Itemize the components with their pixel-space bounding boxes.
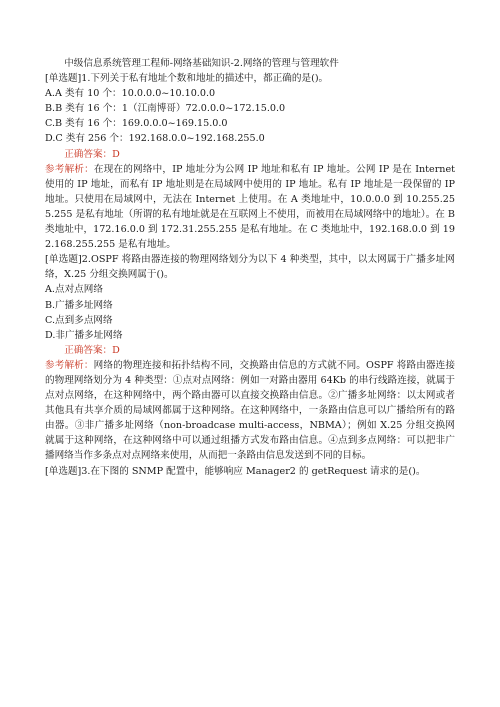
q2-answer	[45, 343, 455, 358]
q2-answer-value: D	[112, 344, 120, 356]
q2-analysis-text: 网络的物理连接和拓扑结构不同，交换路由信息的方式就不同。OSPF 将路由器连接的物理网络划分为 4 种类型：①点对点网络：例如一对路由器用 64Kb 的串行线路连接，就属于点对点网络，在这种网络中，两个路由器可以直接交换路由信息。②广播多址网络：以太网或者其他具有共享介质的局域网都属于这种网络。在这种网络中，一条路由信息可以广播给所有的路由器。③非广播多址网络（non-broadcase multi-access，NBMA）；例如 X.25 分组交换网就属于这种网络，在这种网络中可以通过组播方式发布路由信息。④点到多点网络：可以把非广播网络当作多条点对点网络来使用，从而把一条路由信息发送到不同的目标。	[45, 359, 455, 462]
q2-option-c: C.点到多点网络	[45, 314, 113, 326]
q2-option-d: D.非广播多址网络	[45, 329, 123, 341]
q2-answer-label: 正确答案：	[64, 344, 113, 356]
q1-analysis	[45, 162, 455, 253]
question-2-stem: [单选题]2.OSPF 将路由器连接的物理网络划分为以下 4 种类型，其中，以太网属于广播多址网络，X.25 分组交换网属于()。	[45, 254, 455, 281]
q1-option-d: D.C 类有 256 个：192.168.0.0~192.168.255.0	[45, 133, 265, 145]
q2-analysis	[45, 358, 455, 464]
q1-option-a: A.A 类有 10 个：10.0.0.0~10.10.0.0	[45, 88, 216, 100]
q1-option-b: B.B 类有 16 个：1（江南博哥）72.0.0.0~172.15.0.0	[45, 103, 286, 115]
q1-analysis-text: 在现在的网络中，IP 地址分为公网 IP 地址和私有 IP 地址。公网 IP 是在 Internet 使用的 IP 地址，而私有 IP 地址则是在局域网中使用的 IP 地址。私有 IP 地址是一段保留的 IP 地址。只使用在局域网中，无法在 Internet 上使用。在 A 类地址中，10.0.0.0 到 10.255.255.255 是私有地址（所谓的私有地址就是在互联网上不使用，而被用在局域网络中的地址）。在 B 类地址中，172.16.0.0 到 172.31.255.255 是私有地址。在 C 类地址中，192.168.0.0 到 192.168.255.255 是私有地址。	[45, 163, 455, 251]
q1-analysis-label: 参考解析：	[45, 163, 94, 175]
q1-answer	[45, 147, 455, 162]
q2-analysis-label: 参考解析：	[45, 359, 94, 371]
q1-answer-value: D	[112, 148, 120, 160]
q2-option-b: B.广播多址网络	[45, 299, 113, 311]
q1-answer-label: 正确答案：	[64, 148, 113, 160]
q2-option-a: A.点对点网络	[45, 284, 103, 296]
q1-option-c: C.B 类有 16 个：169.0.0.0~169.15.0.0	[45, 118, 228, 130]
document-body	[45, 56, 455, 479]
question-1-stem: [单选题]1.下列关于私有地址个数和地址的描述中，都正确的是()。	[45, 73, 329, 85]
doc-title: 中级信息系统管理工程师-网络基础知识-2.网络的管理与管理软件	[64, 58, 339, 69]
question-3-stem: [单选题]3.在下图的 SNMP 配置中，能够响应 Manager2 的 getRequest 请求的是()。	[45, 465, 426, 477]
